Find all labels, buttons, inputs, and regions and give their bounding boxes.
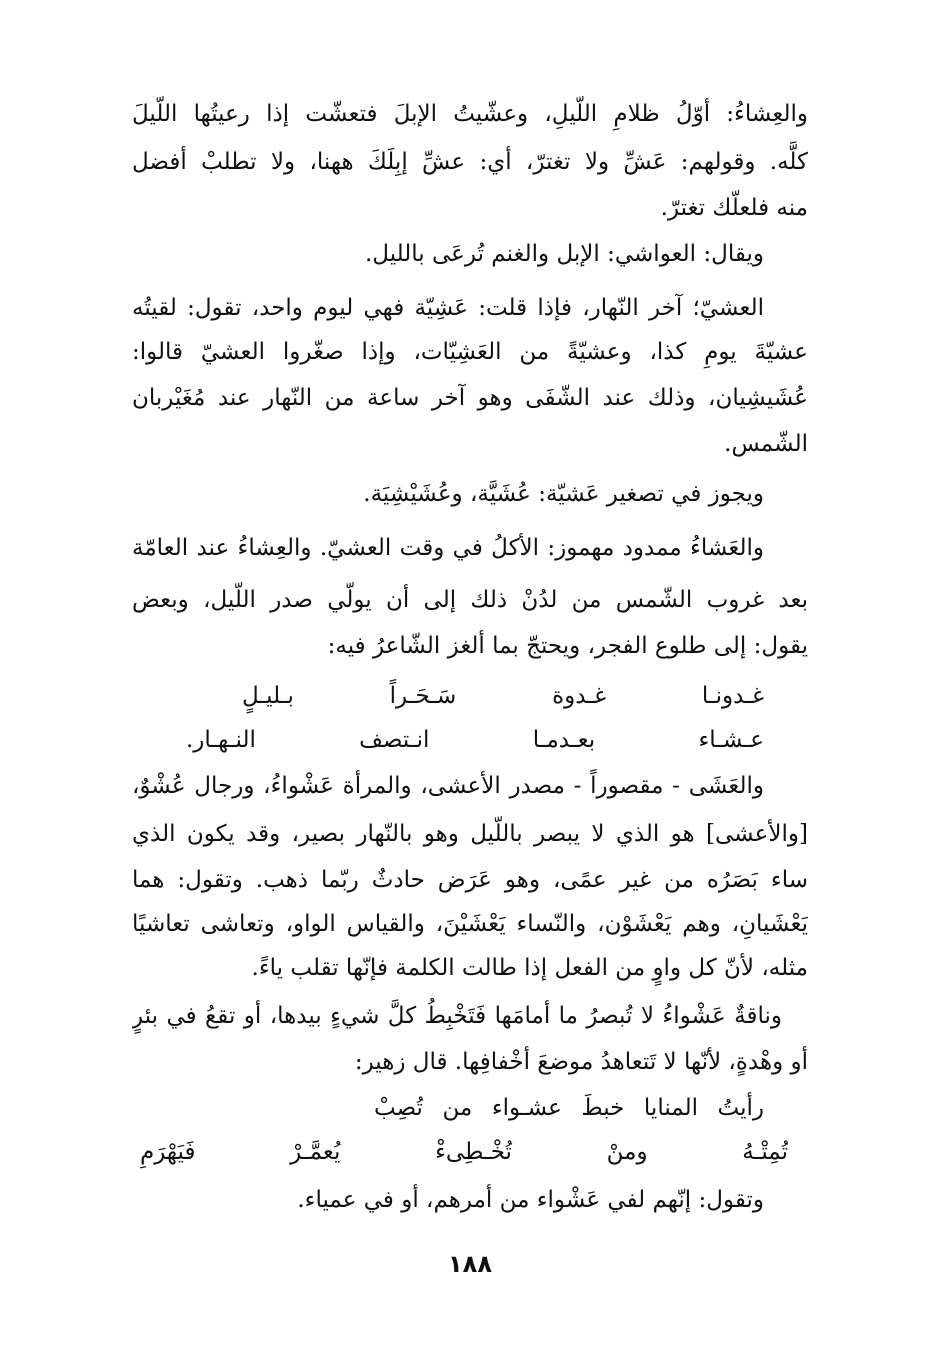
verse-line: تُمِتْـهُ ومنْ تُخْـطِىءْ يُعمَّـرْ فَيَهْرَمِ <box>140 1139 788 1165</box>
verse-line: عـشـاء بعـدمـا انـتصف النـهـار. <box>186 727 764 753</box>
text-line: والعَشَى - مقصوراً - مصدر الأعشى، والمرأة عَشْواءُ، ورجال عُشْوٌ، <box>132 773 764 799</box>
text-line: مثله، لأنّ كل واوٍ من الفعل إذا طالت الكلمة فإنّها تقلب ياءً. <box>251 955 808 981</box>
text-line: الشّمس. <box>724 431 808 457</box>
text-line: كلَّه. وقولهم: عَشِّ ولا تغترّ، أي: عشِّ إبِلَكَ ههنا، ولا تطلبْ أفضل <box>132 149 808 175</box>
text-line: بعد غروب الشّمس من لدُنْ ذلك إلى أن يولّي صدر اللّيل، وبعض <box>132 587 808 613</box>
text-line: والعَشاءُ ممدود مهموز: الأكلُ في وقت العشيّ. والعِشاءُ عند العامّة <box>132 535 764 561</box>
text-line: أو وهْدةٍ، لأنّها لا تَتعاهدُ موضعَ أخْفافِها. قال زهير: <box>354 1049 808 1075</box>
text-line: يقول: إلى طلوع الفجر، ويحتجّ بما ألغز الشّاعرُ فيه: <box>327 633 808 659</box>
text-line: وناقةٌ عَشْواءُ لا تُبصرُ ما أمامَها فَتَخْبِطُ كلَّ شيءٍ بيدها، أو تقعُ في بئرٍ <box>132 1003 782 1029</box>
text-line: عُشَيشِيان، وذلك عند الشّفَى وهو آخر ساعة من النّهار عند مُغَيْربان <box>132 385 808 411</box>
page-number: ١٨٨ <box>448 1250 492 1278</box>
text-line: والعِشاءُ: أوّلُ ظلامِ اللّيلِ، وعشّيتُ الإبلَ فتعشّت إذا رعيتُها اللّيلَ <box>132 101 808 127</box>
text-line: ساء بَصَرُه من غير عمًى، وهو عَرَض حادثٌ ربّما ذهب. وتقول: هما <box>132 867 808 893</box>
text-line: وتقول: إنّهم لفي عَشْواء من أمرهم، أو في عمياء. <box>297 1187 764 1213</box>
text-line: يَعْشَيانِ، وهم يَعْشَوْن، والنّساء يَعْشَيْنَ، والقياس الواو، وتعاشى تعاشيًا <box>132 911 808 937</box>
verse-line: غـدونـا غـدوة سَـحَـراً بـليـلٍ <box>242 683 764 709</box>
text-line: منه فلعلّك تغترّ. <box>660 195 808 221</box>
text-line: [والأعشى] هو الذي لا يبصر باللّيل وهو بالنّهار بصير، وقد يكون الذي <box>132 821 808 847</box>
verse-line: رأيتُ المنايا خبطَ عشـواء من تُصِبْ <box>374 1095 764 1121</box>
text-line: عشيّةَ يومِ كذا، وعشيّةً من العَشِيّات، وإذا صغّروا العشيّ قالوا: <box>132 339 808 365</box>
text-line: العشيّ؛ آخر النّهار، فإذا قلت: عَشِيّة فهي ليوم واحد، تقول: لقيتُه <box>132 295 764 321</box>
text-line: ويجوز في تصغير عَشيّة: عُشَيَّة، وعُشَيْشِيَة. <box>363 481 764 507</box>
text-line: ويقال: العواشي: الإبل والغنم تُرعَى بالليل. <box>365 241 764 267</box>
